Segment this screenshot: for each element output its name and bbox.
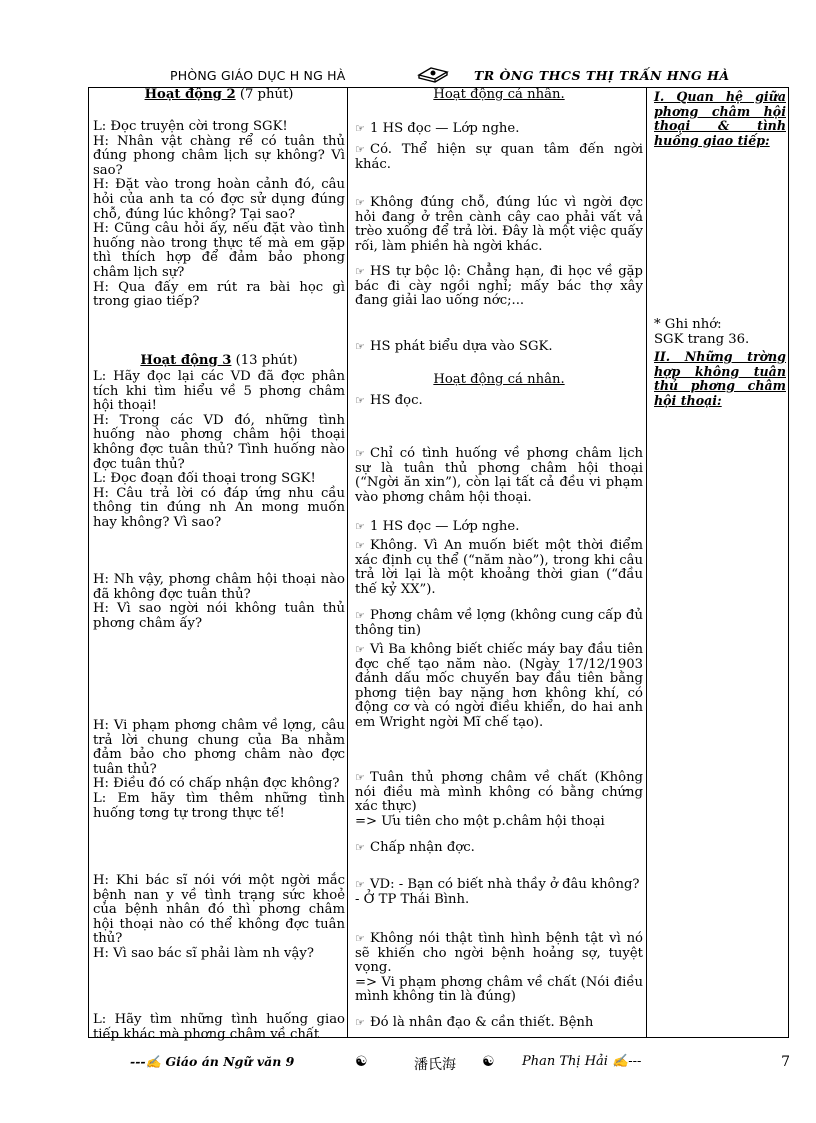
section-heading-2: II. Những trờng hợp không tuân thủ phơng châm hội thoại: <box>654 349 786 408</box>
yin-yang-icon: ☯ <box>355 1054 368 1070</box>
student-line: ☞ 1 HS đọc — Lớp nghe. <box>355 519 520 534</box>
memo-note: * Ghi nhớ: SGK trang 36. <box>654 317 750 347</box>
student-line: ☞ Phơng châm về lợng (không cung cấp đủ thông tin) <box>355 608 643 638</box>
pointing-hand-icon: ☞ <box>355 143 365 156</box>
pointing-hand-icon: ☞ <box>355 520 365 533</box>
student-line: ☞ Không. Vì An muốn biết một thời điểm xác định cụ thể (“năm nào”), trong khi câu trả lời lại là một khoảng thời gian (“đầu thế kỷ XX”). <box>355 538 643 597</box>
pointing-hand-icon: ☞ <box>355 841 365 854</box>
teacher-column <box>89 87 348 1042</box>
section-heading-1: I. Quan hệ giữa phơng châm hội thoại & tình huống giao tiếp: <box>654 89 786 148</box>
teacher-block-1: L: Đọc truyện cời trong SGK! H: Nhân vật chàng rể có tuân thủ đúng phong châm lịch sự không? Vì sao? H: Đặt vào trong hoàn cảnh đó, câu hỏi của anh ta có đợc sử dụng đúng chỗ, đúng lúc không? Tại sao? H: Cũng câu hỏi ấy, nếu đặt vào tình huống nào trong thực tế mà em gặp thì thích hợp để đảm bảo phong châm lịch sự? H: Qua đấy em rút ra bài học gì trong giao tiếp? <box>93 119 345 310</box>
pointing-hand-icon: ☞ <box>355 539 365 552</box>
activity-heading: Hoạt động cá nhân. <box>433 372 565 387</box>
student-line: ☞ Đó là nhân đạo & cần thiết. Bệnh <box>355 1015 594 1030</box>
school-title: TR ÒNG THCS THỊ TRẤN HNG HÀ <box>474 68 730 83</box>
page-number: 7 <box>781 1054 790 1070</box>
pointing-hand-icon: ☞ <box>355 1016 365 1029</box>
notes-column <box>648 88 788 1037</box>
pointing-hand-icon: ☞ <box>355 340 365 353</box>
pointing-hand-icon: ☞ <box>355 447 365 460</box>
student-line: ☞ HS đọc. <box>355 393 423 408</box>
activity-heading: Hoạt động cá nhân. <box>433 87 565 102</box>
pointing-hand-icon: ☞ <box>355 609 365 622</box>
activity-heading: Hoạt động 3 (13 phút) <box>140 353 298 368</box>
pointing-hand-icon: ☞ <box>355 932 365 945</box>
student-column <box>349 88 647 1037</box>
student-line: ☞ Chấp nhận đợc. <box>355 840 475 855</box>
page-header <box>88 66 788 88</box>
student-line: ☞ Không nói thật tình hình bệnh tật vì nó sẽ khiến cho ngời bệnh hoảng sợ, tuyệt vọng. => Vi phạm phơng châm về chất (Nói điều mình không tin là đúng) <box>355 931 643 1005</box>
yin-yang-icon: ☯ <box>482 1054 495 1070</box>
pointing-hand-icon: ☞ <box>355 643 365 656</box>
student-line: ☞ Vì Ba không biết chiếc máy bay đầu tiên đợc chế tạo năm nào. (Ngày 17/12/1903 đánh dấu mốc chuyến bay đầu tiên bằng phơng tiện bay nặng hơn không khí, có động cơ và có ngời điều khiển, do hai anh em Wright ngời Mĩ chế tạo). <box>355 642 643 730</box>
activity-heading: Hoạt động 2 (7 phút) <box>144 87 294 102</box>
student-line: ☞ Không đúng chỗ, đúng lúc vì ngời đợc hỏi đang ở trên cành cây cao phải vất vả trèo xuống để trả lời. Đây là một việc quấy rối, làm phiền hà ngời khác. <box>355 195 643 254</box>
student-line: ☞ HS tự bộc lộ: Chẳng hạn, đi học về gặp bác đi cày ngồi nghỉ; mấy bác thợ xây đang giải lao uống nớc;... <box>355 264 643 309</box>
pointing-hand-icon: ☞ <box>355 394 365 407</box>
page-footer <box>130 1052 790 1076</box>
footer-title: ---✍ Giáo án Ngữ văn 9 <box>130 1054 295 1069</box>
pointing-hand-icon: ☞ <box>355 122 365 135</box>
teacher-block-3: H: Nh vậy, phơng châm hội thoại nào đã không đợc tuân thủ? H: Vì sao ngời nói không tuân thủ phơng châm ấy? <box>93 572 345 631</box>
teacher-block-6: L: Hãy tìm những tình huống giao tiếp khác mà phơng châm về chất <box>93 1012 345 1042</box>
pointing-hand-icon: ☞ <box>355 878 365 891</box>
lesson-table <box>88 87 789 1042</box>
teacher-block-5: H: Khi bác sĩ nói với một ngời mắc bệnh nan y về tình trạng sức khoẻ của bệnh nhân đó thì phơng châm hội thoại nào có thể không đợc tuân thủ? H: Vì sao bác sĩ phải làm nh vậy? <box>93 873 345 961</box>
student-line: ☞ Chỉ có tình huống về phơng châm lịch sự là tuân thủ phơng châm hội thoại (“Ngời ăn xin”), còn lại tất cả đều vi phạm vào phơng châm hội thoại. <box>355 446 643 505</box>
student-line: ☞ 1 HS đọc — Lớp nghe. <box>355 121 520 136</box>
footer-author: Phan Thị Hải ✍--- <box>522 1054 642 1069</box>
pointing-hand-icon: ☞ <box>355 265 365 278</box>
student-line: ☞ VD: - Bạn có biết nhà thầy ở đâu không? - Ở TP Thái Bình. <box>355 877 640 907</box>
school-name: PHÒNG GIÁO DỤC H NG HÀ <box>170 68 346 83</box>
footer-cjk-name: 潘氏海 <box>414 1057 456 1073</box>
teacher-block-2: L: Hãy đọc lại các VD đã đợc phân tích khi tìm hiểu về 5 phơng châm hội thoại! H: Trong các VD đó, những tình huống nào phơng châm hội thoại không đợc tuân thủ? Tình huống nào đợc tuân thủ? L: Đọc đoạn đối thoại trong SGK! H: Câu trả lời có đáp ứng nhu cầu thông tin đúng nh An mong muốn hay không? Vì sao? <box>93 369 345 530</box>
teacher-block-4: H: Vi phạm phơng châm về lợng, câu trả lời chung chung của Ba nhằm đảm bảo cho phơng châm nào đợc tuân thủ? H: Điều đó có chấp nhận đợc không? L: Em hãy tìm thêm những tình huống tơng tự trong thực tế! <box>93 718 345 821</box>
student-line: ☞ HS phát biểu dựa vào SGK. <box>355 339 553 354</box>
student-line: ☞ Tuân thủ phơng châm về chất (Không nói điều mà mình không có bằng chứng xác thực) => Ưu tiên cho một p.châm hội thoại <box>355 770 643 829</box>
student-line: ☞ Có. Thể hiện sự quan tâm đến ngời khác. <box>355 142 643 172</box>
book-logo-icon <box>416 64 450 88</box>
pointing-hand-icon: ☞ <box>355 771 365 784</box>
pointing-hand-icon: ☞ <box>355 196 365 209</box>
